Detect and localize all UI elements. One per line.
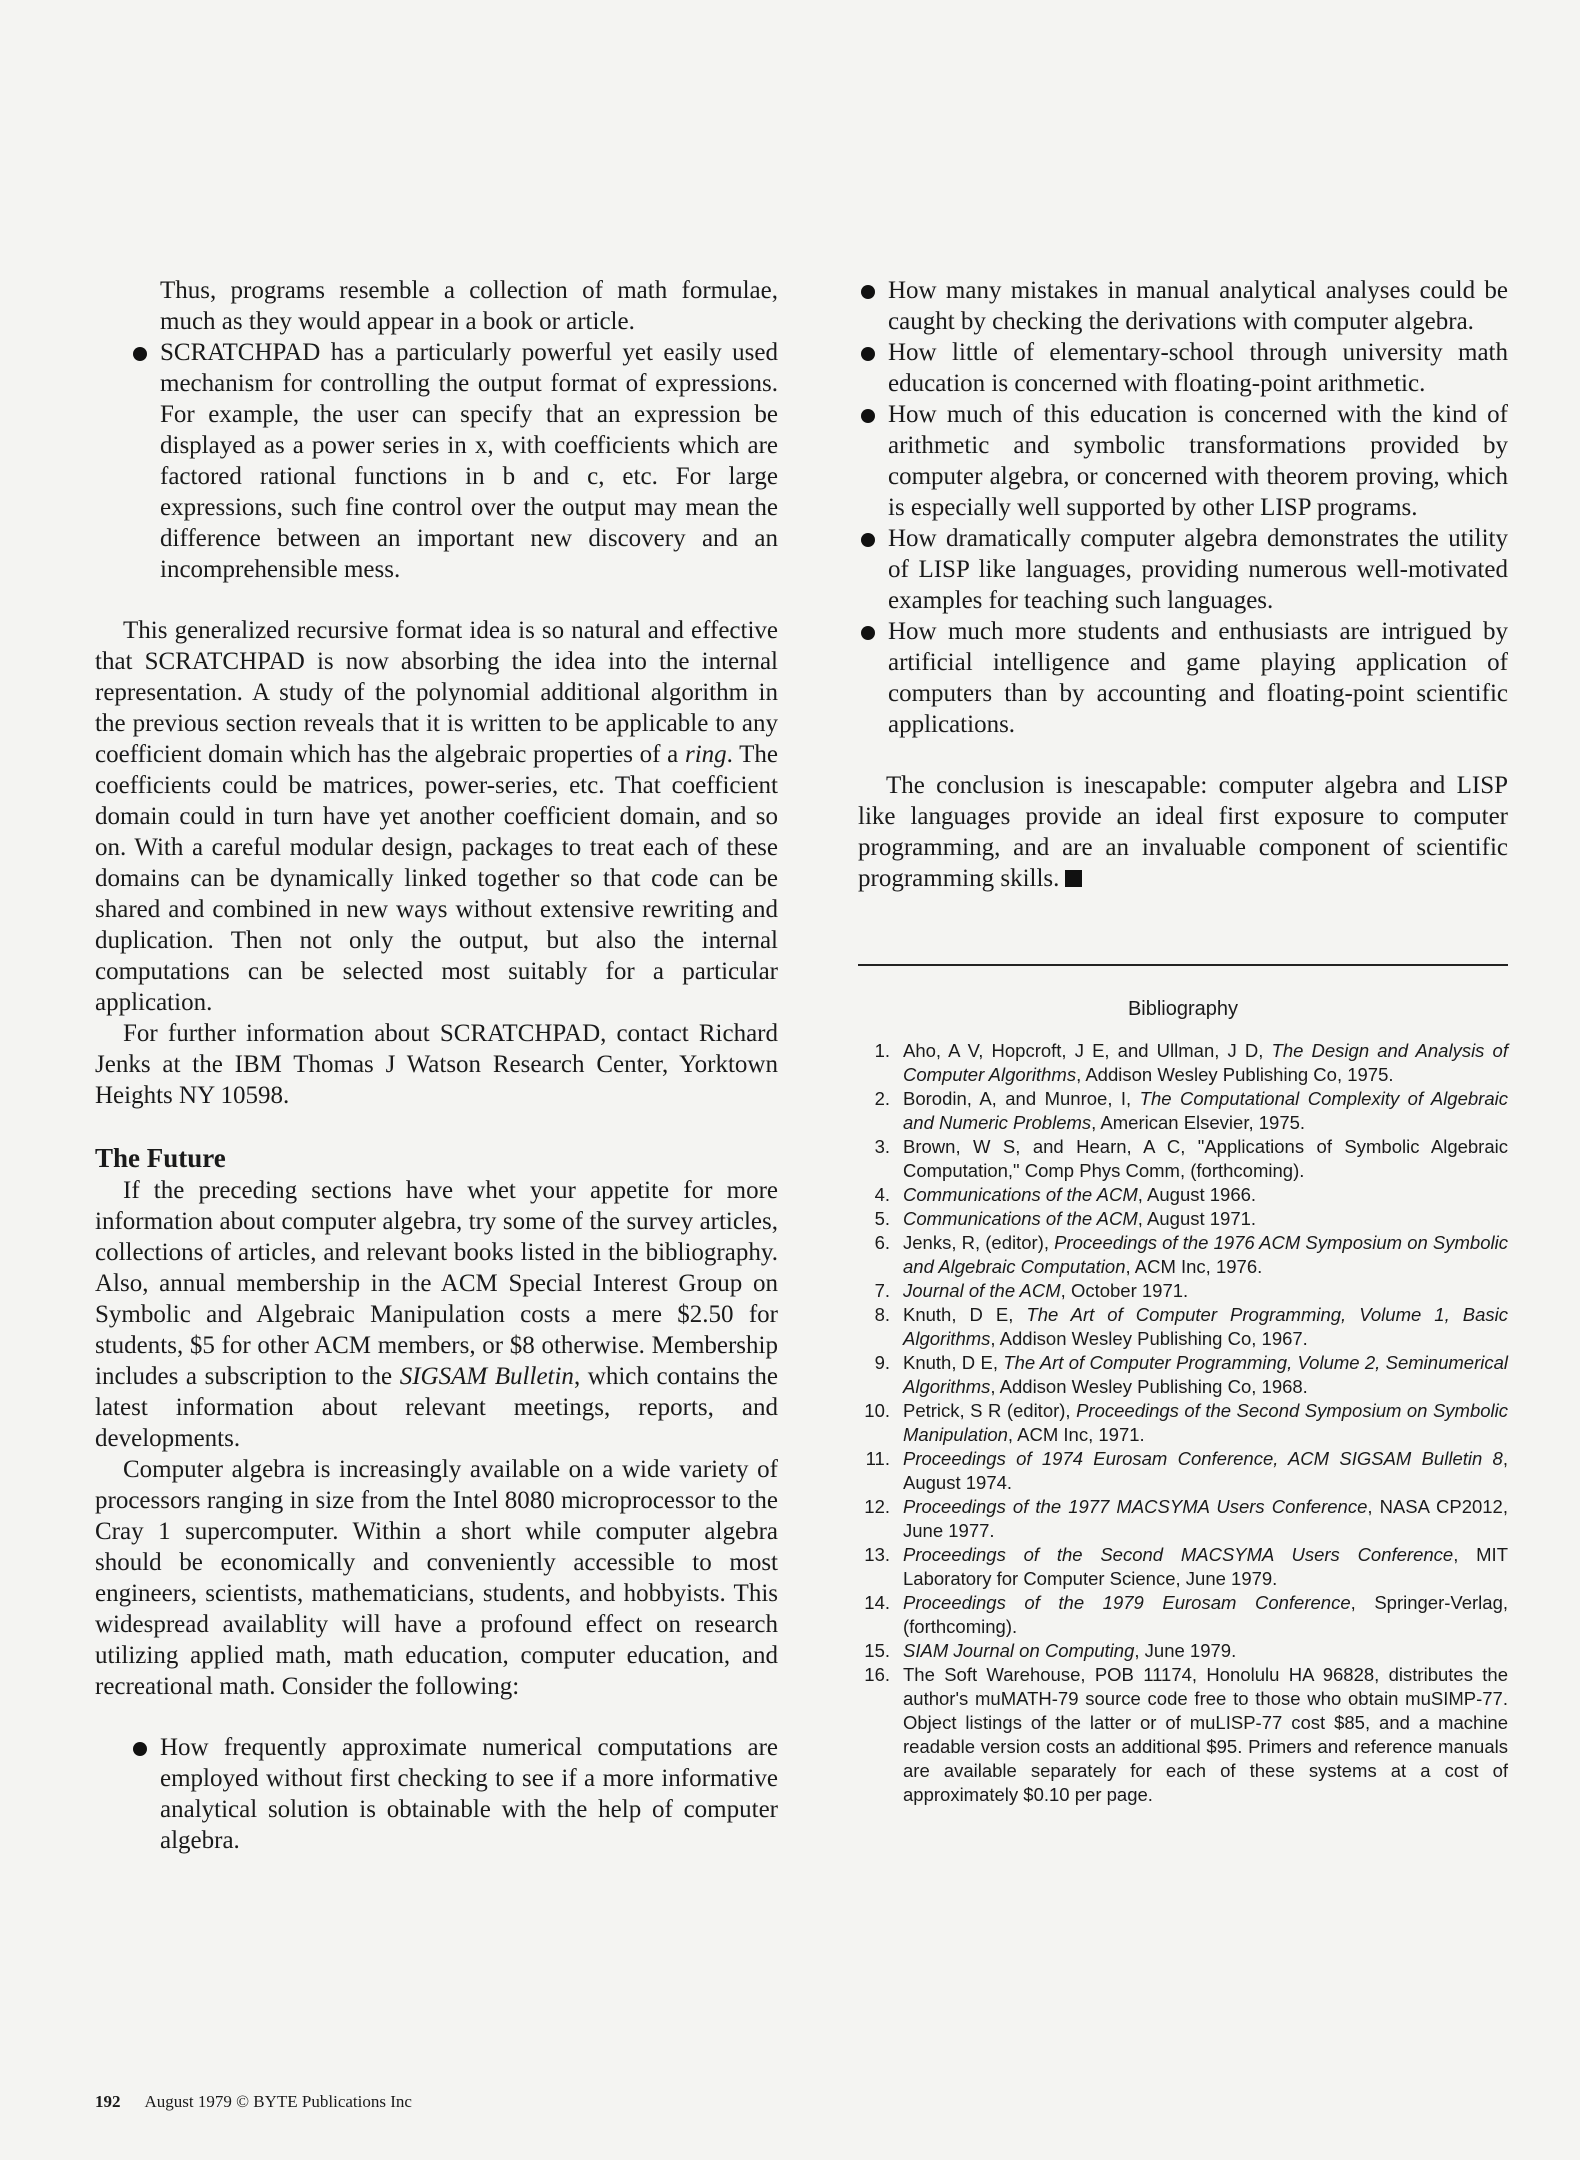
bibliography-entry-number: 5. — [874, 1208, 890, 1229]
bibliography-entry-number: 16. — [864, 1664, 890, 1685]
paragraph-conclusion: The conclusion is inescapable: computer algebra and LISP like languages provide an ideal first exposure to computer programming, and are an invaluable component of scientific programming skills. — [858, 772, 1508, 892]
right-column — [858, 275, 1508, 1807]
page-number: 192 — [95, 2092, 121, 2111]
bibliography-entry-title: The Art of Computer Programming, Volume 2, Seminumerical Algorithms — [903, 1352, 1508, 1397]
bibliography-entry-number: 9. — [874, 1352, 890, 1373]
bibliography-entry — [858, 1639, 1508, 1663]
bibliography-entry-details: , October 1971. — [1060, 1280, 1189, 1301]
bibliography-entry — [858, 1183, 1508, 1207]
bibliography-entry — [858, 1663, 1508, 1807]
bibliography-entry — [858, 1231, 1508, 1279]
bibliography-entry-details: , August 1974. — [903, 1448, 1508, 1493]
bibliography-entry-title: The Design and Analysis of Computer Algorithms — [903, 1040, 1508, 1085]
bibliography-entry-details: , June 1979. — [1134, 1640, 1237, 1661]
bibliography-entry — [858, 1039, 1508, 1087]
bibliography-entry-details: , American Elsevier, 1975. — [1091, 1112, 1306, 1133]
bibliography-entry — [858, 1543, 1508, 1591]
bibliography-list — [858, 1039, 1508, 1807]
bibliography-entry — [858, 1087, 1508, 1135]
bullet-elementary-school: How little of elementary-school through university math education is concerned with floating-point arithmetic. — [858, 337, 1508, 399]
bibliography-entry-details: , Springer-Verlag, (forthcoming). — [903, 1592, 1509, 1637]
bibliography-entry-number: 7. — [874, 1280, 890, 1301]
bibliography-entry-details: , Addison Wesley Publishing Co, 1967. — [990, 1328, 1308, 1349]
bibliography-title: Bibliography — [1127, 998, 1239, 1020]
bibliography-entry-text: Jenks, R, (editor), — [903, 1232, 1055, 1253]
page-footer — [95, 2092, 412, 2112]
bibliography-entry-number: 13. — [864, 1544, 890, 1565]
bibliography-entry-title: The Art of Computer Programming, Volume 1, Basic Algorithms — [903, 1304, 1508, 1349]
bibliography-entry-details: , ACM Inc, 1971. — [1007, 1424, 1145, 1445]
bibliography-entry — [858, 1303, 1508, 1351]
bibliography-entry-title: Proceedings of the 1979 Eurosam Conference — [903, 1592, 1351, 1613]
section-heading-future: The Future — [95, 1143, 226, 1173]
bibliography-entry-number: 1. — [874, 1040, 890, 1061]
bibliography-entry-number: 3. — [874, 1136, 890, 1157]
bibliography-entry — [858, 1495, 1508, 1543]
bibliography-entry-number: 4. — [874, 1184, 890, 1205]
bibliography-entry-number: 15. — [864, 1640, 890, 1661]
bibliography-entry — [858, 1351, 1508, 1399]
bibliography-entry-title: Proceedings of 1974 Eurosam Conference, ACM SIGSAM Bulletin 8 — [903, 1448, 1503, 1469]
bibliography-entry-details: , MIT Laboratory for Computer Science, June 1979. — [903, 1544, 1508, 1589]
bibliography-entry-text: Knuth, D E, — [903, 1352, 1004, 1373]
bibliography-entry-title: Journal of the ACM — [903, 1280, 1061, 1301]
bibliography-entry-number: 11. — [865, 1448, 890, 1469]
paragraph-availability: Computer algebra is increasingly available on a wide variety of processors ranging in size from the Intel 8080 microprocessor to the Cray 1 supercomputer. Within a short while computer algebra should be economically and conveniently accessible to most engineers, scientists, mathematicians, students, and hobbyists. This widespread availablity will have a profound effect on research utilizing applied math, math education, computer education, and recreational math. Consider the following: — [95, 1456, 778, 1700]
bibliography-entry-details: , NASA CP2012, June 1977. — [903, 1496, 1508, 1541]
bibliography-entry-number: 14. — [864, 1592, 890, 1613]
bibliography-entry — [858, 1135, 1508, 1183]
bibliography-entry-title: The Computational Complexity of Algebraic and Numeric Problems — [903, 1088, 1508, 1133]
bibliography-entry-text: Borodin, A, and Munroe, I, — [903, 1088, 1140, 1109]
bibliography-entry — [858, 1207, 1508, 1231]
bibliography-rule — [858, 964, 1508, 966]
paragraph-further-info: For further information about SCRATCHPAD, contact Richard Jenks at the IBM Thomas J Watson Research Center, Yorktown Heights NY 10598. — [95, 1020, 778, 1109]
bibliography-entry-title: SIAM Journal on Computing — [903, 1640, 1135, 1661]
left-column — [95, 275, 778, 1856]
bibliography-entry-number: 8. — [874, 1304, 890, 1325]
bibliography-entry-title: Proceedings of the Second MACSYMA Users Conference — [903, 1544, 1454, 1565]
bibliography-entry — [858, 1399, 1508, 1447]
bibliography-entry-number: 10. — [864, 1400, 890, 1421]
bibliography-entry-title: Proceedings of the 1976 ACM Symposium on Symbolic and Algebraic Computation — [903, 1232, 1508, 1277]
bibliography-entry-text: Knuth, D E, — [903, 1304, 1027, 1325]
paragraph-recursive-format: This generalized recursive format idea is so natural and effective that SCRATCHPAD is now absorbing the idea into the internal representation. A study of the polynomial additional algorithm in the previous section reveals that it is written to be applicable to any coefficient domain which has the algebraic properties of a ring. The coefficients could be matrices, power-series, etc. That coefficient domain could in turn have yet another coefficient domain, and so on. With a careful modular design, packages to treat each of these domains can be dynamically linked together so that code can be shared and combined in new ways without extensive rewriting and duplication. Then not only the output, but also the internal computations can be selected most suitably for a particular application. — [95, 617, 778, 1016]
bullet-scratchpad-output: SCRATCHPAD has a particularly powerful yet easily used mechanism for controlling the output format of expressions. For example, the user can specify that an expression be displayed as a power series in x, with coefficients which are factored rational functions in b and c, etc. For large expressions, such fine control over the output may mean the difference between an important new discovery and an incomprehensible mess. — [130, 337, 778, 585]
bibliography-entry-text: The Soft Warehouse, POB 11174, Honolulu HA 96828, distributes the author's muMATH-79 source code free to those who obtain muSIMP-77. Object listings of the latter or of muLISP-77 cost $85, and a machine readable version costs an additional $95. Primers and reference manuals are available separately for each of these systems at a cost of approximately $0.10 per page. — [903, 1664, 1508, 1805]
bibliography-entry-details: , ACM Inc, 1976. — [1125, 1256, 1263, 1277]
paragraph-appetite: If the preceding sections have whet your appetite for more information about computer algebra, try some of the survey articles, collections of articles, and relevant books listed in the bibliography. Also, annual membership in the ACM Special Interest Group on Symbolic and Algebraic Manipulation costs a mere $2.50 for students, $5 for other ACM members, or $8 otherwise. Membership includes a subscription to the SIGSAM Bulletin, which contains the latest information about relevant meetings, reports, and developments. — [95, 1177, 778, 1452]
bibliography-entry-text: Brown, W S, and Hearn, A C, "Applications of Symbolic Algebraic Computation," Comp Phys Comm, (forthcoming). — [903, 1136, 1508, 1181]
bullet-artificial-intelligence: How much more students and enthusiasts are intrigued by artificial intelligence and game playing application of computers than by accounting and floating-point scientific applications. — [858, 616, 1508, 740]
bullet-arithmetic-symbolic: How much of this education is concerned with the kind of arithmetic and symbolic transformations provided by computer algebra, or concerned with theorem proving, which is especially well supported by other LISP programs. — [858, 399, 1508, 523]
bibliography-entry-number: 2. — [874, 1088, 890, 1109]
bibliography-entry-details: , Addison Wesley Publishing Co, 1968. — [990, 1376, 1308, 1397]
bibliography-entry-number: 12. — [864, 1496, 890, 1517]
bibliography-entry-title: Proceedings of the Second Symposium on Symbolic Manipulation — [903, 1400, 1508, 1445]
bibliography-entry-text: Petrick, S R (editor), — [903, 1400, 1077, 1421]
bibliography-entry-details: , Addison Wesley Publishing Co, 1975. — [1076, 1064, 1394, 1085]
bibliography-entry-title: Proceedings of the 1977 MACSYMA Users Conference — [903, 1496, 1368, 1517]
bibliography-entry-title: Communications of the ACM — [903, 1208, 1138, 1229]
bibliography-entry-number: 6. — [874, 1232, 890, 1253]
bibliography-entry — [858, 1279, 1508, 1303]
footer-credit: August 1979 © BYTE Publications Inc — [144, 2092, 412, 2111]
bibliography-entry-details: , August 1971. — [1137, 1208, 1257, 1229]
bibliography-entry — [858, 1447, 1508, 1495]
bullet-approximate-computations: How frequently approximate numerical computations are employed without first checking to see if a more informative analytical solution is obtainable with the help of computer algebra. — [130, 1732, 778, 1856]
bullet-mistakes: How many mistakes in manual analytical analyses could be caught by checking the derivations with computer algebra. — [858, 275, 1508, 337]
bullet-lisp-utility: How dramatically computer algebra demonstrates the utility of LISP like languages, providing numerous well-motivated examples for teaching such languages. — [858, 523, 1508, 616]
bibliography-entry — [858, 1591, 1508, 1639]
bibliography-entry-details: , August 1966. — [1137, 1184, 1257, 1205]
bibliography-entry-title: Communications of the ACM — [903, 1184, 1138, 1205]
paragraph-programs-resemble: Thus, programs resemble a collection of math formulae, much as they would appear in a book or article. — [160, 277, 778, 335]
end-of-article-mark — [1065, 870, 1082, 887]
bibliography-entry-text: Aho, A V, Hopcroft, J E, and Ullman, J D, — [903, 1040, 1272, 1061]
